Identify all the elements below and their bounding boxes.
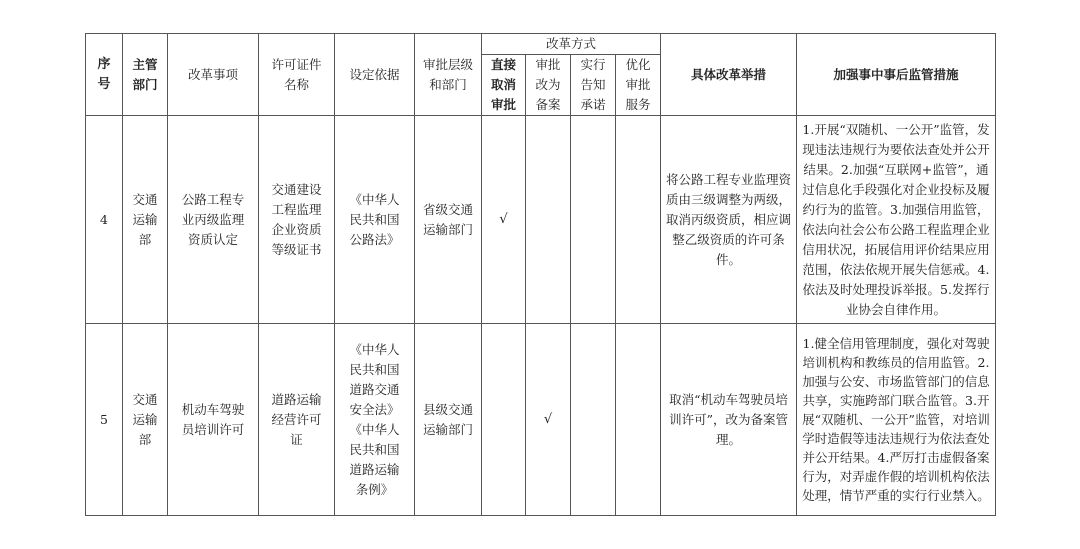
cell-supervision: 1.开展“双随机、一公开”监管，发现违法违规行为要依法查处并公开结果。2.加强“互联网+监管”，通过信息化手段强化对企业投标及履约行为的监管。3.加强信用监管，依法向社会公布公路工程监理企业信用状况，拓展信用评价结果应用范围，依法依规开展失信惩戒。4.依法及时处理投诉举报。5.发挥行业协会自律作用。 bbox=[797, 116, 996, 324]
cell-mode-optimize bbox=[616, 116, 661, 324]
cell-supervision: 1.健全信用管理制度，强化对驾驶培训机构和教练员的信用监管。2.加强与公安、市场监管部门的信息共享，实施跨部门联合监管。3.开展“双随机、一公开”监管，对培训学时造假等违法违规行为依法查处并公开结果。4.严厉打击虚假备案行为，对弄虚作假的培训机构依法处理，情节严重的实行行业禁入。 bbox=[797, 324, 996, 516]
cell-mode-commitment bbox=[571, 324, 616, 516]
header-seq: 序号 bbox=[86, 34, 123, 116]
reform-table bbox=[85, 33, 996, 516]
header-mode-commitment: 实行告知承诺 bbox=[571, 55, 616, 116]
cell-mode-filing bbox=[526, 116, 571, 324]
cell-license: 道路运输经营许可证 bbox=[259, 324, 335, 516]
cell-seq: 4 bbox=[86, 116, 123, 324]
header-mode-cancel: 直接取消审批 bbox=[482, 55, 526, 116]
cell-dept: 交通运输部 bbox=[123, 116, 168, 324]
table-row bbox=[86, 324, 996, 516]
cell-item: 机动车驾驶员培训许可 bbox=[168, 324, 259, 516]
cell-basis: 《中华人民共和国公路法》 bbox=[335, 116, 415, 324]
header-dept: 主管部门 bbox=[123, 34, 168, 116]
cell-level: 省级交通运输部门 bbox=[415, 116, 482, 324]
header-mode-filing: 审批改为备案 bbox=[526, 55, 571, 116]
cell-mode-optimize bbox=[616, 324, 661, 516]
header-reform-mode: 改革方式 bbox=[482, 34, 661, 55]
cell-item: 公路工程专业丙级监理资质认定 bbox=[168, 116, 259, 324]
cell-measures: 取消“机动车驾驶员培训许可”，改为备案管理。 bbox=[661, 324, 797, 516]
header-mode-optimize: 优化审批服务 bbox=[616, 55, 661, 116]
header-level: 审批层级和部门 bbox=[415, 34, 482, 116]
header-license: 许可证件名称 bbox=[259, 34, 335, 116]
cell-mode-cancel: √ bbox=[482, 116, 526, 324]
cell-dept: 交通运输部 bbox=[123, 324, 168, 516]
cell-license: 交通建设工程监理企业资质等级证书 bbox=[259, 116, 335, 324]
header-item: 改革事项 bbox=[168, 34, 259, 116]
table-row bbox=[86, 116, 996, 324]
header-supervision: 加强事中事后监管措施 bbox=[797, 34, 996, 116]
cell-mode-cancel bbox=[482, 324, 526, 516]
cell-basis: 《中华人民共和国道路交通安全法》《中华人民共和国道路运输条例》 bbox=[335, 324, 415, 516]
header-basis: 设定依据 bbox=[335, 34, 415, 116]
cell-seq: 5 bbox=[86, 324, 123, 516]
header-measures: 具体改革举措 bbox=[661, 34, 797, 116]
cell-mode-filing: √ bbox=[526, 324, 571, 516]
cell-mode-commitment bbox=[571, 116, 616, 324]
cell-measures: 将公路工程专业监理资质由三级调整为两级，取消丙级资质，相应调整乙级资质的许可条件。 bbox=[661, 116, 797, 324]
cell-level: 县级交通运输部门 bbox=[415, 324, 482, 516]
